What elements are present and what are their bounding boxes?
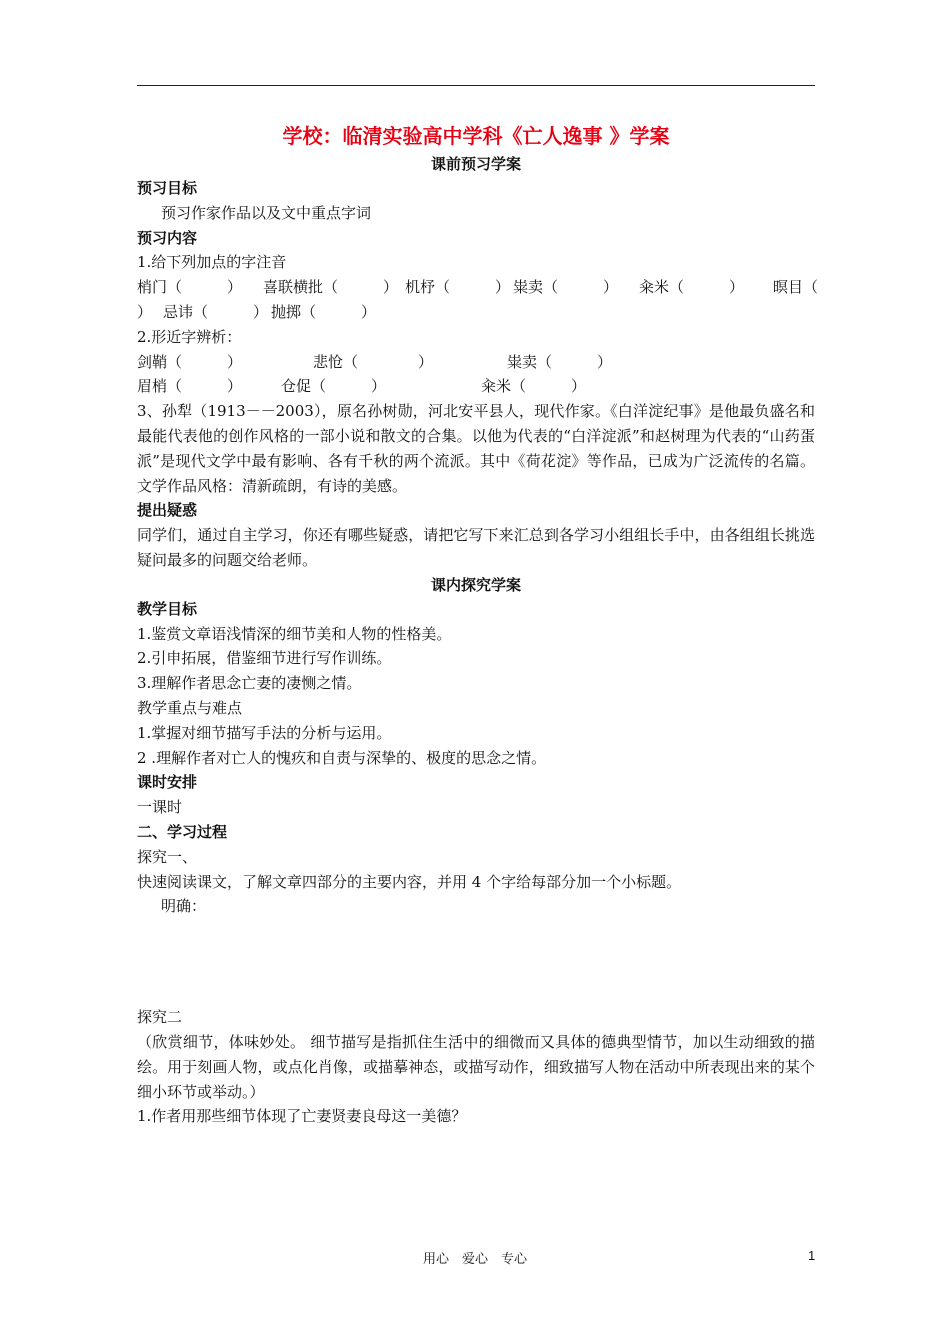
- pinyin-row-2: [137, 300, 815, 325]
- similar-chars-row-2: [137, 374, 815, 399]
- teaching-goal-item: 2.引申拓展，借鉴细节进行写作训练。: [137, 649, 392, 668]
- doubts-text: 同学们，通过自主学习，你还有哪些疑惑，请把它写下来汇总到各学习小组组长手中，由各组组长挑选疑问最多的问题交给老师。: [137, 526, 815, 569]
- pinyin-item: ）: [137, 302, 153, 321]
- section-heading-classroom: 课内探究学案: [430, 575, 521, 594]
- exploration-2-intro: （欣赏细节，体味妙处。 细节描写是指抓住生活中的细微而又具体的德典型情节，加以生动细致的描绘。用于刻画人物，或点化肖像，或描摹神态，或描写动作，细致描写人物在活动中所表现出来的某个细小环节或举动。）: [137, 1032, 815, 1101]
- learning-process-heading: 二、学习过程: [137, 822, 228, 841]
- key-points-heading: 教学重点与难点: [137, 698, 243, 717]
- preview-goal-text: 预习作家作品以及文中重点字词: [161, 203, 372, 222]
- pinyin-row-1: [137, 275, 819, 300]
- page-number: 1: [808, 1248, 816, 1263]
- pinyin-item: 喜联横批（ ）: [263, 278, 399, 297]
- teaching-goal-item: 3.理解作者思念亡妻的凄恻之情。: [137, 674, 362, 693]
- footer-motto: 用心 爱心 专心: [422, 1252, 527, 1267]
- teaching-goal-item: 1.鉴赏文章语浅情深的细节美和人物的性格美。: [137, 624, 452, 643]
- exploration-1-task: 快速阅读课文，了解文章四部分的主要内容，并用 4 个字给每部分加一个小标题。: [137, 872, 682, 891]
- schedule-heading: 课时安排: [137, 773, 198, 792]
- exploration-1-answer-label: 明确：: [161, 897, 207, 916]
- header-rule: [137, 85, 815, 86]
- pinyin-item: 暝目（: [773, 278, 819, 297]
- similar-char-item: 眉梢（ ）: [137, 377, 243, 396]
- preview-content-heading: 预习内容: [137, 228, 198, 247]
- key-point-item: 1.掌握对细节描写手法的分析与运用。: [137, 723, 392, 742]
- exploration-2-question-1: 1.作者用那些细节体现了亡妻贤妻良母这一美德？: [137, 1107, 467, 1126]
- pinyin-item: 粜卖（ ）: [513, 278, 619, 297]
- pinyin-item: 忌讳（ ）: [163, 302, 269, 321]
- document-title: 学校：临清实验高中学科《亡人逸事 》学案: [282, 124, 670, 148]
- pinyin-item: 抛掷（ ）: [271, 302, 377, 321]
- question-2: 2.形近字辨析：: [137, 327, 242, 346]
- similar-char-item: 籴米（ ）: [481, 377, 587, 396]
- pinyin-item: 籴米（ ）: [639, 278, 745, 297]
- question-1: 1.给下列加点的字注音: [137, 253, 287, 272]
- section-heading-preview: 课前预习学案: [430, 155, 521, 173]
- exploration-2-heading: 探究二: [137, 1008, 183, 1027]
- document-body: [137, 120, 819, 1129]
- preview-goal-heading: 预习目标: [137, 179, 198, 197]
- similar-char-item: 仓促（ ）: [281, 377, 387, 396]
- schedule-text: 一课时: [137, 798, 183, 817]
- similar-char-item: 粜卖（ ）: [507, 352, 613, 371]
- similar-chars-row-1: [137, 350, 815, 375]
- pinyin-item: 机杼（ ）: [405, 278, 511, 297]
- similar-char-item: 剑鞘（ ）: [137, 352, 243, 371]
- author-intro: 3、孙犁（1913－－2003），原名孙树勋，河北安平县人，现代作家。《白洋淀纪事》是他最负盛名和最能代表他的创作风格的一部小说和散文的合集。以他为代表的“白洋淀派”和赵树理为代表的“山药蛋派”是现代文学中最有影响、各有千秋的两个流派。其中《荷花淀》等作品，已成为广泛流传的名篇。文学作品风格：清新疏朗，有诗的美感。: [137, 402, 815, 495]
- exploration-1-heading: 探究一、: [137, 847, 198, 866]
- doubts-heading: 提出疑惑: [137, 501, 198, 520]
- key-point-item: 2 .理解作者对亡人的愧疚和自责与深挚的、极度的思念之情。: [137, 748, 547, 767]
- teaching-goals-heading: 教学目标: [137, 599, 198, 618]
- answer-space: [137, 919, 815, 1005]
- similar-char-item: 悲怆（ ）: [313, 352, 434, 371]
- pinyin-item: 梢门（ ）: [137, 278, 243, 297]
